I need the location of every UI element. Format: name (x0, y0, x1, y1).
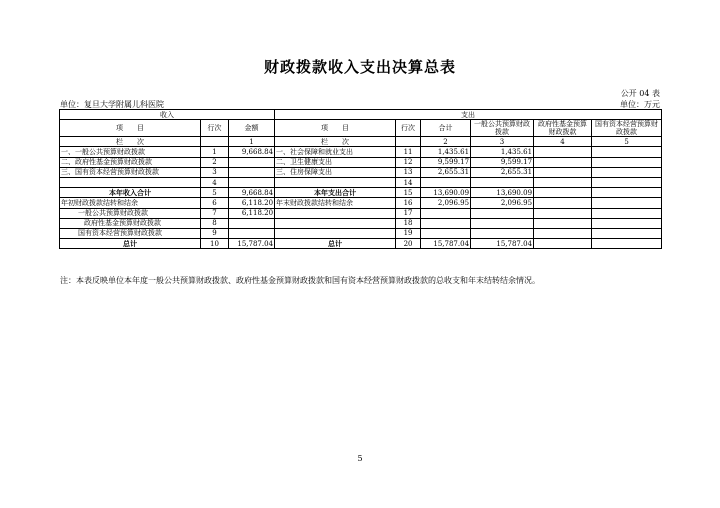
page-number: 5 (357, 454, 363, 463)
expense-row-no-header: 行次 (396, 120, 421, 137)
income-row-no-header: 行次 (201, 120, 229, 137)
table-row: 国有资本经营预算财政拨款 9 19 (60, 228, 662, 238)
table-row: 一、一般公共预算财政拨款 1 9,668.84 一、社会保障和就业支出 11 1,435.61 1,435.61 (60, 147, 662, 157)
budget-summary-table (59, 109, 662, 249)
column-index-label: 栏 次 (275, 137, 396, 147)
column-index-2: 2 (421, 137, 471, 147)
page-title: 财政拨款收入支出决算总表 (263, 58, 456, 76)
currency-unit: 单位：万元 (620, 100, 660, 109)
column-index-1: 1 (229, 137, 275, 147)
gov-fund-header: 政府性基金预算财政拨款 (534, 120, 592, 137)
column-index-label: 栏 次 (60, 137, 201, 147)
column-index-4: 4 (534, 137, 592, 147)
form-number: 公开 04 表 (620, 89, 660, 98)
table-note: 注：本表反映单位本年度一般公共预算财政拨款、政府性基金预算财政拨款和国有资本经营预算财政拨款的总收支和年末结转结余情况。 (60, 276, 540, 285)
column-index-3: 3 (471, 137, 534, 147)
expense-total-header: 合计 (421, 120, 471, 137)
section-header-row (60, 110, 662, 120)
income-amount-header: 金额 (229, 120, 275, 137)
general-budget-header: 一般公共预算财政拨款 (471, 120, 534, 137)
table-row: 年初财政拨款结转和结余 6 6,118.20 年末财政拨款结转和结余 16 2,096.95 2,096.95 (60, 198, 662, 208)
year-total-row: 本年收入合计 5 9,668.84 本年支出合计 15 13,690.09 13,690.09 (60, 188, 662, 198)
table-row: 二、政府性基金预算财政拨款 2 二、卫生健康支出 12 9,599.17 9,599.17 (60, 157, 662, 167)
table-row: 4 14 (60, 177, 662, 187)
income-section-header: 收入 (60, 110, 275, 120)
expense-item-header: 项 目 (275, 120, 396, 137)
column-index-row (60, 137, 662, 147)
column-header-row (60, 120, 662, 137)
expense-section-header: 支出 (275, 110, 662, 120)
grand-total-row: 总计 10 15,787.04 总计 20 15,787.04 15,787.04 (60, 239, 662, 249)
table-row: 一般公共预算财政拨款 7 6,118.20 17 (60, 208, 662, 218)
state-capital-header: 国有资本经营预算财政拨款 (592, 120, 662, 137)
column-index-5: 5 (592, 137, 662, 147)
table-row: 三、国有资本经营预算财政拨款 3 三、住房保障支出 13 2,655.31 2,655.31 (60, 167, 662, 177)
table-row: 政府性基金预算财政拨款 8 18 (60, 218, 662, 228)
income-item-header: 项 目 (60, 120, 201, 137)
reporting-unit: 单位：复旦大学附属儿科医院 (60, 100, 164, 109)
